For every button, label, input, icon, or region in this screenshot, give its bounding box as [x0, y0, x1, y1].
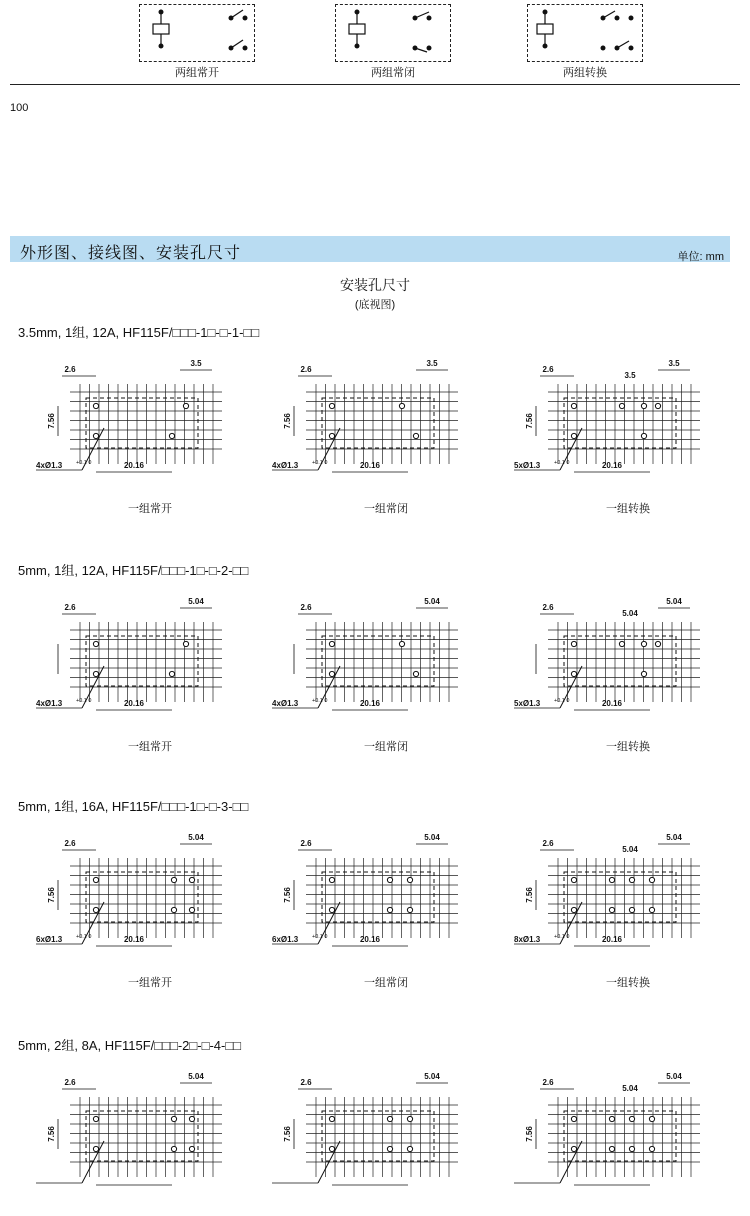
dimension-label: 5.04: [622, 609, 638, 618]
hole-grid: [70, 1097, 222, 1177]
relay-outline: [564, 872, 676, 922]
mounting-hole: [629, 907, 634, 912]
mounting-hole: [649, 907, 654, 912]
mounting-hole-drawing: [258, 1061, 478, 1211]
dimension-label: 7.56: [525, 887, 534, 903]
mounting-hole: [329, 403, 334, 408]
mounting-hole: [189, 1116, 194, 1121]
mounting-hole: [387, 877, 392, 882]
mounting-hole: [609, 1146, 614, 1151]
mounting-hole: [655, 641, 660, 646]
relay-outline: [564, 1111, 676, 1161]
relay-outline: [322, 872, 434, 922]
mounting-hole-drawing: [258, 348, 478, 498]
mounting-hole: [641, 433, 646, 438]
mounting-hole: [93, 1116, 98, 1121]
dimension-label: 3.5: [426, 359, 438, 368]
mounting-hole: [407, 877, 412, 882]
hole-spec-label: 4xØ1.3: [36, 699, 63, 708]
relay-outline: [322, 398, 434, 448]
mounting-hole: [93, 641, 98, 646]
mounting-hole: [93, 403, 98, 408]
mounting-hole: [329, 1146, 334, 1151]
dimension-label: 20.16: [123, 461, 145, 470]
tolerance-label: +0.1 0: [76, 934, 92, 940]
dimension-label: 5.04: [622, 1084, 638, 1093]
mounting-hole: [329, 641, 334, 646]
mounting-hole: [387, 907, 392, 912]
mounting-hole-drawing: [500, 348, 720, 498]
mounting-hole: [571, 1116, 576, 1121]
mounting-hole-drawing: [500, 586, 720, 736]
mounting-hole-drawing: [258, 586, 478, 736]
dimension-label: 7.56: [525, 1126, 534, 1142]
dimension-label: 20.16: [359, 699, 381, 708]
mounting-hole: [641, 671, 646, 676]
dimension-label: 5.04: [622, 845, 638, 854]
mounting-hole: [619, 403, 624, 408]
mounting-hole: [609, 907, 614, 912]
dimension-label: 20.16: [601, 699, 623, 708]
mounting-diagram: [258, 586, 478, 741]
mounting-hole: [189, 877, 194, 882]
diagram-label: 一组常开: [128, 977, 172, 989]
mounting-hole: [407, 1116, 412, 1121]
mounting-diagram: [258, 822, 478, 977]
dimension-label: 7.56: [525, 413, 534, 429]
dimension-label: 5.04: [188, 833, 204, 842]
mounting-hole: [655, 403, 660, 408]
dimension-label: 5.04: [424, 1072, 440, 1081]
mounting-hole: [641, 403, 646, 408]
schematic-label: 两组常闭: [371, 67, 415, 79]
mounting-hole: [93, 433, 98, 438]
dimension-label: 2.6: [300, 365, 312, 374]
diagram-label: 一组转换: [606, 503, 650, 515]
mounting-hole: [329, 671, 334, 676]
hole-spec-label: 6xØ1.3: [36, 935, 63, 944]
mounting-hole: [329, 877, 334, 882]
mounting-hole-drawing: [22, 348, 242, 498]
mounting-hole: [407, 907, 412, 912]
mounting-hole: [183, 403, 188, 408]
divider: [10, 84, 740, 85]
tolerance-label: +0.1 0: [554, 698, 570, 704]
mounting-hole: [329, 433, 334, 438]
dimension-label: 5.04: [188, 597, 204, 606]
diagram-label: 一组常开: [128, 503, 172, 515]
tolerance-label: +0.1 0: [554, 460, 570, 466]
mounting-hole-drawing: [22, 822, 242, 972]
mounting-diagram: [500, 586, 720, 741]
mounting-hole: [641, 641, 646, 646]
hole-grid: [306, 858, 458, 938]
mounting-hole: [93, 877, 98, 882]
mounting-hole: [387, 1116, 392, 1121]
dimension-label: 2.6: [64, 365, 76, 374]
mounting-hole: [171, 1146, 176, 1151]
mounting-hole: [399, 403, 404, 408]
mounting-hole: [649, 1116, 654, 1121]
drawing-subtitle: (底视图): [354, 299, 396, 311]
mounting-hole: [629, 1116, 634, 1121]
mounting-hole: [171, 1116, 176, 1121]
drawing-title: 安装孔尺寸: [340, 277, 410, 293]
dimension-label: 2.6: [300, 839, 312, 848]
mounting-hole: [407, 1146, 412, 1151]
group-title: 5mm, 1组, 12A, HF115F/□□□-1□-□-2-□□: [18, 563, 249, 578]
mounting-hole-drawing: [500, 822, 720, 972]
diagram-label: 一组常闭: [364, 977, 408, 989]
mounting-hole: [619, 641, 624, 646]
mounting-diagram: [500, 1061, 720, 1216]
dimension-label: 3.5: [668, 359, 680, 368]
diagram-label: 一组常开: [128, 741, 172, 753]
mounting-hole: [329, 907, 334, 912]
mounting-hole: [93, 671, 98, 676]
dimension-label: 2.6: [542, 839, 554, 848]
hole-spec-label: 6xØ1.3: [272, 935, 299, 944]
mounting-hole: [649, 1146, 654, 1151]
hole-grid: [306, 384, 458, 464]
mounting-hole: [629, 1146, 634, 1151]
tolerance-label: +0.1 0: [312, 460, 328, 466]
hole-grid: [306, 1097, 458, 1177]
mounting-hole: [629, 877, 634, 882]
mounting-hole: [571, 403, 576, 408]
dimension-label: 2.6: [64, 839, 76, 848]
dimension-label: 2.6: [300, 1078, 312, 1087]
schematic-nc-icon: [335, 4, 451, 62]
relay-outline: [86, 398, 198, 448]
dimension-label: 7.56: [47, 887, 56, 903]
hole-spec-label: 5xØ1.3: [514, 461, 541, 470]
mounting-hole-drawing: [22, 586, 242, 736]
mounting-hole: [93, 1146, 98, 1151]
mounting-diagram: [22, 586, 242, 741]
relay-outline: [322, 636, 434, 686]
dimension-label: 20.16: [601, 935, 623, 944]
hole-grid: [306, 622, 458, 702]
relay-outline: [322, 1111, 434, 1161]
mounting-hole: [571, 877, 576, 882]
diagram-label: 一组转换: [606, 977, 650, 989]
tolerance-label: +0.1 0: [312, 698, 328, 704]
relay-outline: [86, 1111, 198, 1161]
diagram-label: 一组转换: [606, 741, 650, 753]
tolerance-label: +0.1 0: [554, 934, 570, 940]
dimension-label: 7.56: [47, 1126, 56, 1142]
schematic-label: 两组转换: [563, 67, 607, 79]
hole-grid: [70, 622, 222, 702]
dimension-label: 5.04: [666, 597, 682, 606]
hole-spec-label: 8xØ1.3: [514, 935, 541, 944]
mounting-hole: [171, 907, 176, 912]
mounting-hole-drawing: [500, 1061, 720, 1211]
mounting-diagram: [22, 1061, 242, 1216]
mounting-hole: [609, 877, 614, 882]
dimension-label: 5.04: [424, 597, 440, 606]
hole-grid: [548, 858, 700, 938]
hole-grid: [548, 384, 700, 464]
mounting-hole: [183, 641, 188, 646]
mounting-diagram: [500, 348, 720, 503]
hole-spec-label: 4xØ1.3: [272, 461, 299, 470]
mounting-hole-drawing: [258, 822, 478, 972]
dimension-label: 5.04: [424, 833, 440, 842]
mounting-hole: [93, 907, 98, 912]
hole-grid: [70, 384, 222, 464]
dimension-label: 20.16: [601, 461, 623, 470]
schematic-no-icon: [139, 4, 255, 62]
unit-label: 单位: mm: [677, 251, 724, 263]
dimension-label: 2.6: [64, 1078, 76, 1087]
hole-spec-label: 4xØ1.3: [36, 461, 63, 470]
mounting-diagram: [258, 1061, 478, 1216]
mounting-hole: [413, 433, 418, 438]
mounting-hole: [571, 641, 576, 646]
mounting-diagram: [22, 822, 242, 977]
mounting-hole: [189, 907, 194, 912]
section-title: 外形图、接线图、安装孔尺寸: [20, 245, 242, 262]
mounting-hole: [329, 1116, 334, 1121]
mounting-hole: [387, 1146, 392, 1151]
section-header: [10, 236, 730, 262]
diagram-label: 一组常闭: [364, 503, 408, 515]
dimension-label: 5.04: [188, 1072, 204, 1081]
mounting-hole-drawing: [22, 1061, 242, 1211]
dimension-label: 7.56: [283, 413, 292, 429]
dimension-label: 5.04: [666, 1072, 682, 1081]
mounting-hole: [571, 433, 576, 438]
mounting-diagram: [258, 348, 478, 503]
dimension-label: 5.04: [666, 833, 682, 842]
hole-grid: [548, 622, 700, 702]
schematic-label: 两组常开: [175, 67, 219, 79]
mounting-diagram: [22, 348, 242, 503]
dimension-label: 20.16: [359, 461, 381, 470]
dimension-label: 20.16: [359, 935, 381, 944]
schematic-co-icon: [527, 4, 643, 62]
mounting-hole: [169, 671, 174, 676]
group-title: 5mm, 2组, 8A, HF115F/□□□-2□-□-4-□□: [18, 1038, 242, 1053]
mounting-hole: [571, 671, 576, 676]
relay-outline: [86, 872, 198, 922]
dimension-label: 2.6: [542, 603, 554, 612]
dimension-label: 20.16: [123, 699, 145, 708]
mounting-hole: [189, 1146, 194, 1151]
tolerance-label: +0.1 0: [312, 934, 328, 940]
dimension-label: 20.16: [123, 935, 145, 944]
hole-grid: [548, 1097, 700, 1177]
relay-outline: [86, 636, 198, 686]
dimension-label: 2.6: [542, 365, 554, 374]
mounting-hole: [413, 671, 418, 676]
page-number: 100: [10, 102, 29, 114]
mounting-hole: [649, 877, 654, 882]
mounting-hole: [609, 1116, 614, 1121]
dimension-label: 3.5: [190, 359, 202, 368]
dimension-label: 2.6: [300, 603, 312, 612]
mounting-hole: [399, 641, 404, 646]
dimension-label: 7.56: [283, 887, 292, 903]
mounting-hole: [571, 907, 576, 912]
hole-spec-label: 5xØ1.3: [514, 699, 541, 708]
mounting-hole: [171, 877, 176, 882]
tolerance-label: +0.1 0: [76, 698, 92, 704]
dimension-label: 2.6: [542, 1078, 554, 1087]
mounting-diagram: [500, 822, 720, 977]
mounting-hole: [169, 433, 174, 438]
group-title: 3.5mm, 1组, 12A, HF115F/□□□-1□-□-1-□□: [18, 325, 260, 340]
dimension-label: 7.56: [283, 1126, 292, 1142]
dimension-label: 7.56: [47, 413, 56, 429]
group-title: 5mm, 1组, 16A, HF115F/□□□-1□-□-3-□□: [18, 799, 249, 814]
dimension-label: 3.5: [624, 371, 636, 380]
hole-spec-label: 4xØ1.3: [272, 699, 299, 708]
dimension-label: 2.6: [64, 603, 76, 612]
tolerance-label: +0.1 0: [76, 460, 92, 466]
hole-grid: [70, 858, 222, 938]
diagram-label: 一组常闭: [364, 741, 408, 753]
mounting-hole: [571, 1146, 576, 1151]
